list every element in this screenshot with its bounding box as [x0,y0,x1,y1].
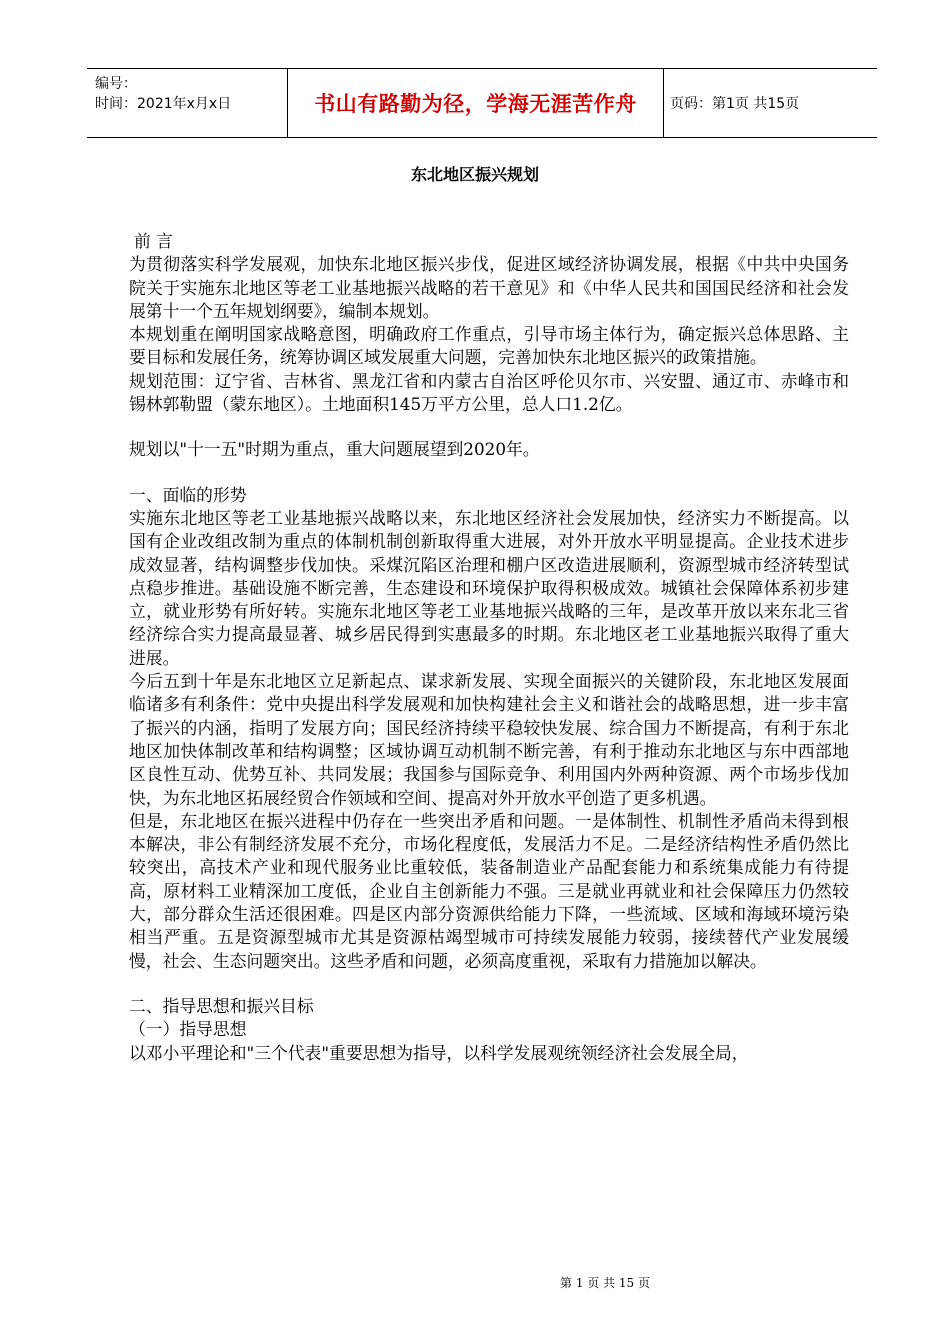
page-footer: 第 1 页 共 15 页 [560,1276,650,1290]
paragraph-3: 规划范围：辽宁省、吉林省、黑龙江省和内蒙古自治区呼伦贝尔市、兴安盟、通辽市、赤峰市和锡林郭勒盟（蒙东地区）。土地面积145万平方公里，总人口1.2亿。 [129,370,849,415]
paragraph-2: 本规划重在阐明国家战略意图，明确政府工作重点，引导市场主体行为，确定振兴总体思路、主要目标和发展任务，统筹协调区域发展重大问题，完善加快东北地区振兴的政策措施。 [129,324,849,368]
paragraph-4: 规划以"十一五"时期为重点，重大问题展望到2020年。 [129,439,540,460]
document-title: 东北地区振兴规划 [410,165,539,184]
header-motto-cell [287,69,664,137]
header-page-cell [662,69,877,137]
section-2-heading: 二、指导思想和振兴目标 [129,995,314,1016]
preface-heading: 前 言 [134,231,173,251]
subsection-1-heading: （一）指导思想 [129,1019,247,1040]
spacer [129,416,849,438]
document-body [129,230,849,1065]
section-1-heading: 一、面临的形势 [129,484,247,505]
paragraph-5: 实施东北地区等老工业基地振兴战略以来，东北地区经济社会发展加快，经济实力不断提高。以国有企业改组改制为重点的体制机制创新取得重大进展，对外开放水平明显提高。企业技术进步成效显著，结构调整步伐加快。采煤沉陷区治理和棚户区改造进展顺利，资源型城市经济转型试点稳步推进。基础设施不断完善，生态建设和环境保护取得积极成效。城镇社会保障体系初步建立，就业形势有所好转。实施东北地区等老工业基地振兴战略的三年，是改革开放以来东北三省经济综合实力提高最显著、城乡居民得到实惠最多的时期。东北地区老工业基地振兴取得了重大进展。 [129,507,849,668]
header-left-cell [87,69,287,137]
header-page-label: 页码：第1页 共15页 [670,96,800,112]
paragraph-8: 以邓小平理论和"三个代表"重要思想为指导，以科学发展观统领经济社会发展全局， [129,1042,749,1063]
spacer [129,973,849,995]
document-number-label: 编号： [95,76,137,92]
spacer [129,462,849,484]
paragraph-1: 为贯彻落实科学发展观，加快东北地区振兴步伐，促进区域经济协调发展，根据《中共中央国务院关于实施东北地区等老工业基地振兴战略的若干意见》和《中华人民共和国国民经济和社会发展第十一个五年规划纲要》，编制本规划。 [129,254,849,321]
header-motto: 书山有路勤为径，学海无涯苦作舟 [314,92,637,116]
paragraph-7: 但是，东北地区在振兴进程中仍存在一些突出矛盾和问题。一是体制性、机制性矛盾尚未得到根本解决，非公有制经济发展不充分，市场化程度低，发展活力不足。二是经济结构性矛盾仍然比较突出，高技术产业和现代服务业比重较低，装备制造业产品配套能力和系统集成能力有待提高，原材料工业精深加工度低，企业自主创新能力不强。三是就业再就业和社会保障压力仍然较大，部分群众生活还很困难。四是区内部分资源供给能力下降，一些流域、区域和海域环境污染相当严重。五是资源型城市尤其是资源枯竭型城市可持续发展能力较弱，接续替代产业发展缓慢，社会、生态问题突出。这些矛盾和问题，必须高度重视，采取有力措施加以解决。 [129,810,849,971]
page-header [87,68,877,138]
paragraph-6: 今后五到十年是东北地区立足新起点、谋求新发展、实现全面振兴的关键阶段，东北地区发展面临诸多有利条件：党中央提出科学发展观和加快构建社会主义和谐社会的战略思想，进一步丰富了振兴的内涵，指明了发展方向；国民经济持续平稳较快发展、综合国力不断提高，有利于东北地区加快体制改革和结构调整；区域协调互动机制不断完善，有利于推动东北地区与东中西部地区良性互动、优势互补、共同发展；我国参与国际竞争、利用国内外两种资源、两个市场步伐加快，为东北地区拓展经贸合作领域和空间、提高对外开放水平创造了更多机遇。 [129,671,849,808]
document-time-label: 时间：2021年x月x日 [95,96,232,112]
